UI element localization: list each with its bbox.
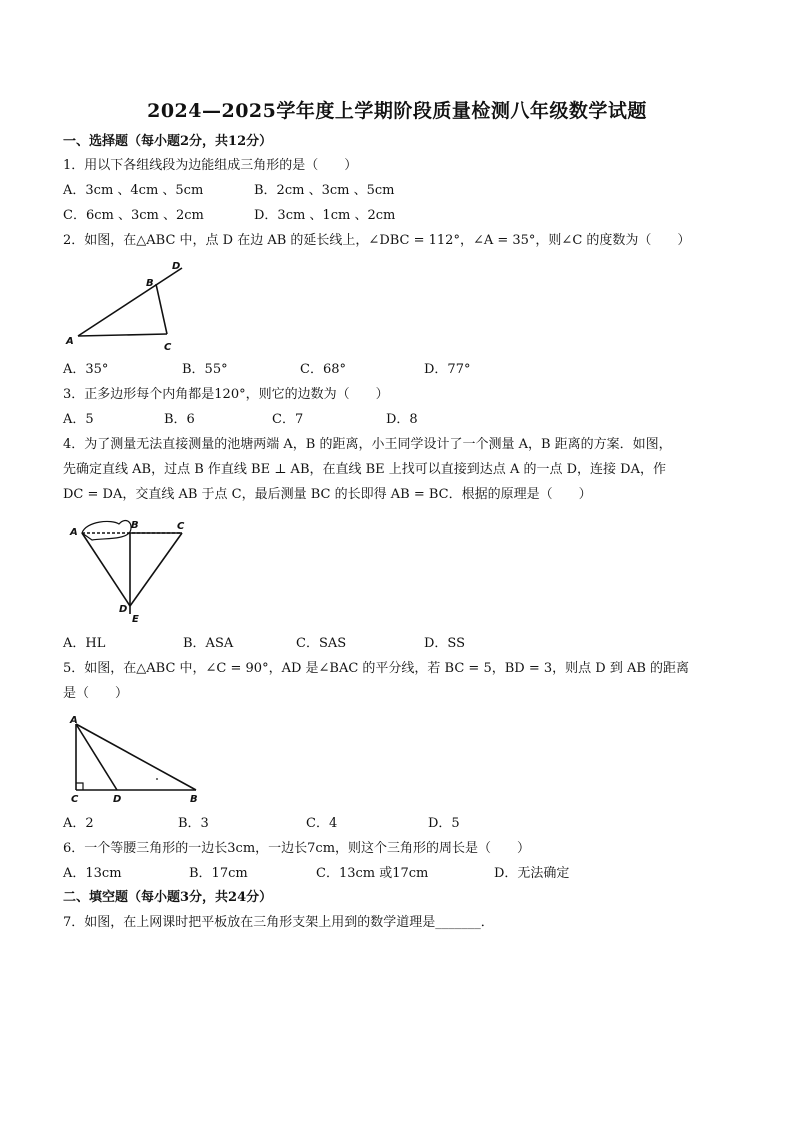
- section-choice-heading: 一、选择题（每小题2分，共12分）: [63, 134, 273, 149]
- label-b: B: [190, 794, 198, 805]
- q1-option-c: C．6cm 、3cm 、2cm: [63, 208, 204, 223]
- label-a: A: [70, 715, 78, 726]
- label-c: C: [71, 794, 79, 805]
- question-6-options: [63, 865, 733, 883]
- q6-option-d: D．无法确定: [494, 866, 570, 881]
- q4-option-b: B．ASA: [183, 636, 234, 651]
- q5-option-b: B．3: [178, 816, 209, 831]
- q3-option-a: A．5: [63, 412, 94, 427]
- label-a: A: [66, 336, 74, 347]
- page-title: 2024—2025学年度上学期阶段质量检测八年级数学试题: [147, 100, 647, 122]
- q3-option-c: C．7: [272, 412, 304, 427]
- q2-option-d: D．77°: [424, 362, 471, 377]
- q1-option-a: A．3cm 、4cm 、5cm: [63, 183, 204, 198]
- question-1-stem: 1．用以下各组线段为边能组成三角形的是（ ）: [63, 158, 358, 173]
- question-5-line2: 是（ ）: [63, 686, 129, 701]
- label-c: C: [177, 521, 185, 532]
- question-1-options-row2: [63, 207, 733, 225]
- question-2-figure: [60, 258, 200, 358]
- line-cd: [130, 533, 182, 606]
- question-2-stem: 2．如图，在△ABC 中，点 D 在边 AB 的延长线上，∠DBC = 112°，∠A = 35°，则∠C 的度数为（ ）: [63, 233, 691, 248]
- line-bc: [156, 284, 167, 334]
- right-angle-mark: [76, 783, 83, 790]
- question-5-figure: [62, 714, 207, 809]
- question-3-options: [63, 411, 733, 429]
- question-4-options: [63, 635, 733, 653]
- label-d: D: [119, 604, 128, 615]
- q2-option-b: B．55°: [182, 362, 228, 377]
- question-4-line1: 4．为了测量无法直接测量的池塘两端 A，B 的距离，小王同学设计了一个测量 A，B 距离的方案．如图，: [63, 437, 672, 452]
- q6-option-b: B．17cm: [189, 866, 248, 881]
- question-2-options: [63, 361, 733, 379]
- line-ab: [76, 724, 196, 790]
- label-d: D: [113, 794, 122, 805]
- label-d: D: [172, 261, 181, 272]
- q6-option-c: C．13cm 或17cm: [316, 866, 429, 881]
- line-ad: [76, 724, 117, 790]
- question-7-stem: 7．如图，在上网课时把平板放在三角形支架上用到的数学道理是_______．: [63, 915, 494, 930]
- q5-option-d: D．5: [428, 816, 460, 831]
- question-4-line3: DC = DA，交直线 AB 于点 C，最后测量 BC 的长即得 AB = BC．根据的原理是（ ）: [63, 487, 592, 502]
- q5-option-a: A．2: [63, 816, 94, 831]
- question-5-line1: 5．如图，在△ABC 中，∠C = 90°，AD 是∠BAC 的平分线，若 BC = 5，BD = 3，则点 D 到 AB 的距离: [63, 661, 690, 676]
- dot-mark: [156, 778, 158, 780]
- label-e: E: [132, 614, 139, 625]
- question-1-options-row1: [63, 182, 733, 200]
- q5-option-c: C．4: [306, 816, 338, 831]
- label-b: B: [146, 278, 154, 289]
- line-ad: [82, 533, 130, 606]
- q3-option-d: D．8: [386, 412, 418, 427]
- question-4-figure: [64, 518, 194, 628]
- question-3-stem: 3．正多边形每个内角都是120°，则它的边数为（ ）: [63, 387, 389, 402]
- q1-option-b: B．2cm 、3cm 、5cm: [254, 183, 395, 198]
- q3-option-b: B．6: [164, 412, 195, 427]
- line-ac: [78, 334, 167, 336]
- question-6-stem: 6．一个等腰三角形的一边长3cm，一边长7cm，则这个三角形的周长是（ ）: [63, 841, 531, 856]
- question-5-options: [63, 815, 733, 833]
- section-fill-heading: 二、填空题（每小题3分，共24分）: [63, 890, 273, 905]
- line-ad: [78, 268, 182, 336]
- q4-option-d: D．SS: [424, 636, 466, 651]
- q4-option-a: A．HL: [63, 636, 106, 651]
- question-4-line2: 先确定直线 AB，过点 B 作直线 BE ⊥ AB，在直线 BE 上找可以直接到达点 A 的一点 D，连接 DA，作: [63, 462, 666, 477]
- label-b: B: [131, 520, 139, 531]
- pond-outline: [82, 520, 131, 540]
- q1-option-d: D．3cm 、1cm 、2cm: [254, 208, 396, 223]
- q2-option-a: A．35°: [63, 362, 109, 377]
- q6-option-a: A．13cm: [63, 866, 122, 881]
- label-c: C: [164, 342, 172, 353]
- label-a: A: [70, 527, 78, 538]
- q2-option-c: C．68°: [300, 362, 346, 377]
- q4-option-c: C．SAS: [296, 636, 347, 651]
